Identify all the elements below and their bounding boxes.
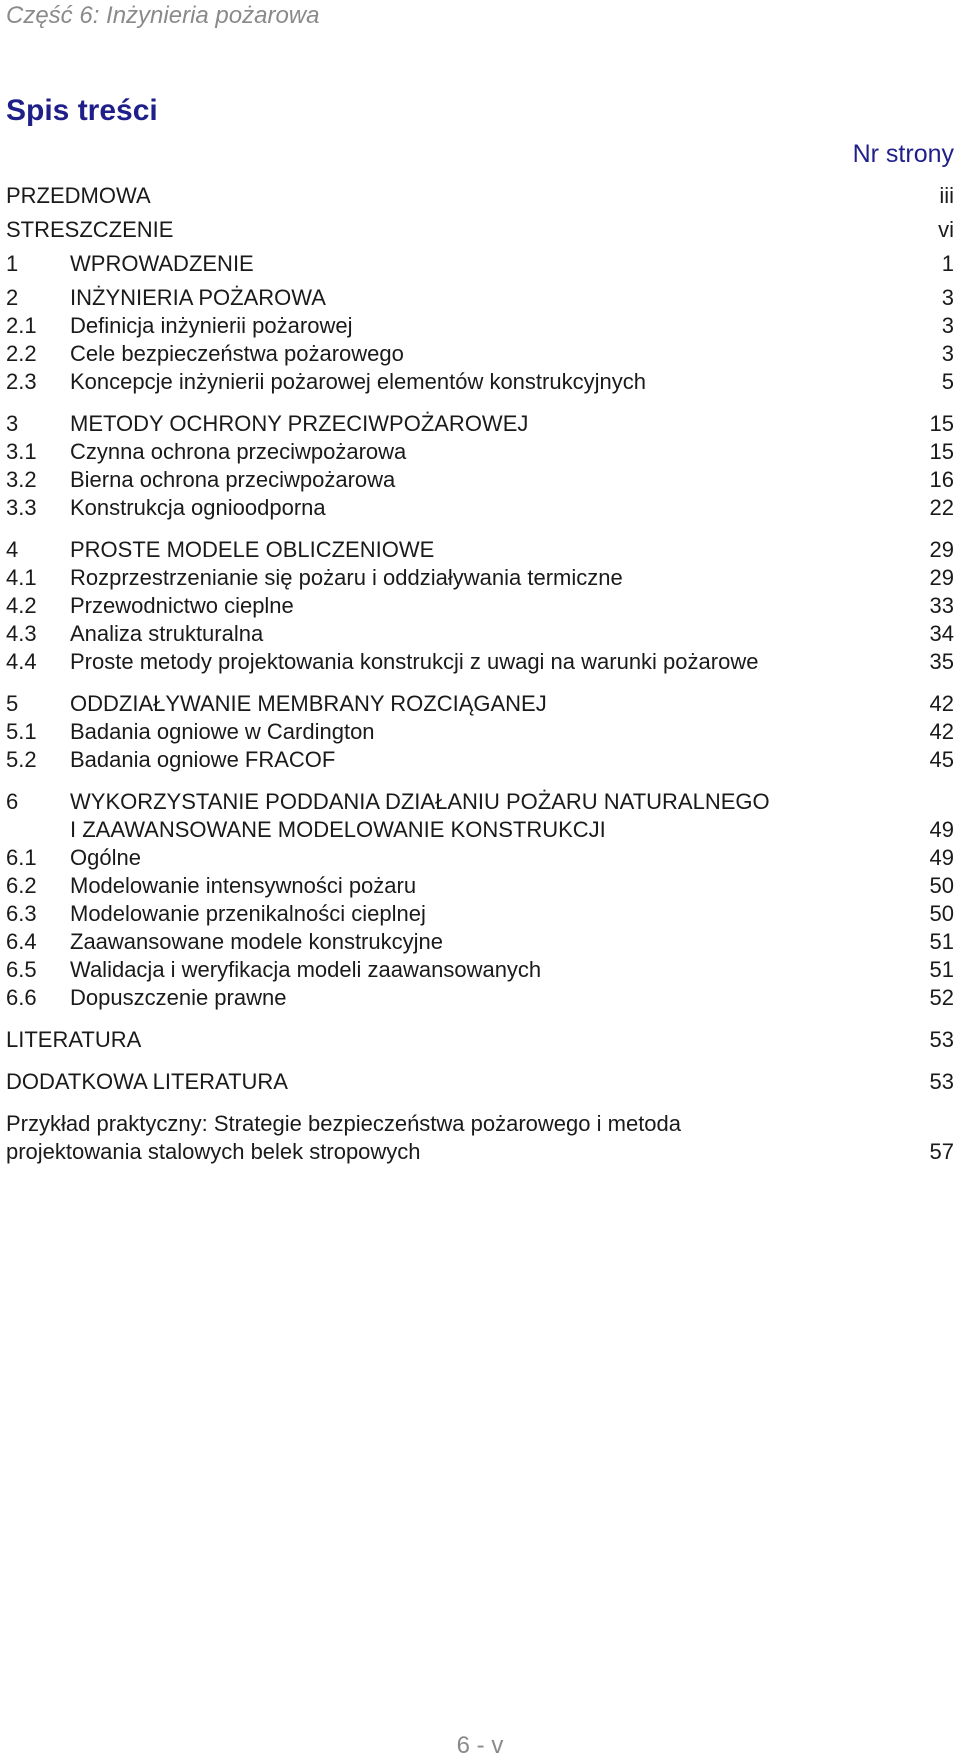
toc-chapter-group-4 (6, 536, 954, 676)
toc-entry-page: vi (938, 217, 954, 242)
toc-section-title: Modelowanie przenikalności cieplnej (70, 901, 426, 926)
toc-section-number: 4.3 (6, 621, 37, 646)
toc-section-number: 6.6 (6, 985, 37, 1010)
toc-title: Spis treści (6, 94, 158, 127)
toc-section-6-4[interactable] (6, 928, 954, 956)
toc-section-2-2[interactable] (6, 340, 954, 368)
toc-section-title: Konstrukcja ognioodporna (70, 495, 326, 520)
toc-section-page: 51 (929, 929, 954, 954)
toc-chapter-page: 42 (929, 691, 954, 716)
toc-section-title: Rozprzestrzenianie się pożaru i oddziaływania termiczne (70, 565, 623, 590)
toc-chapter-number: 5 (6, 691, 19, 716)
toc-section-number: 2.3 (6, 369, 37, 394)
toc-section-title: Ogólne (70, 845, 141, 870)
toc-section-page: 35 (929, 649, 954, 674)
toc-chapter-number: 6 (6, 789, 19, 814)
toc-section-6-6[interactable] (6, 984, 954, 1012)
toc-chapter-page: 29 (929, 537, 954, 562)
toc-section-page: 52 (929, 985, 954, 1010)
toc-section-title: Dopuszczenie prawne (70, 985, 287, 1010)
toc-section-title: Zaawansowane modele konstrukcyjne (70, 929, 443, 954)
toc-section-page: 34 (929, 621, 954, 646)
toc-section-number: 6.3 (6, 901, 37, 926)
toc-section-3-2[interactable] (6, 466, 954, 494)
toc-section-4-1[interactable] (6, 564, 954, 592)
toc-section-4-3[interactable] (6, 620, 954, 648)
toc-chapter-title: WPROWADZENIE (70, 251, 254, 276)
toc-section-number: 2.1 (6, 313, 37, 338)
toc-section-6-1[interactable] (6, 844, 954, 872)
toc-section-number: 3.3 (6, 495, 37, 520)
toc-chapter-title: PROSTE MODELE OBLICZENIOWE (70, 537, 435, 562)
toc-section-page: 49 (929, 845, 954, 870)
toc-chapter-title: ODDZIAŁYWANIE MEMBRANY ROZCIĄGANEJ (70, 691, 547, 716)
toc-chapter-page: 1 (941, 251, 954, 276)
toc-section-number: 3.2 (6, 467, 37, 492)
toc-section-title: Koncepcje inżynierii pożarowej elementów konstrukcyjnych (70, 369, 646, 394)
toc-chapter-number: 4 (6, 537, 19, 562)
toc-section-number: 3.1 (6, 439, 37, 464)
toc-chapter-number: 1 (6, 251, 19, 276)
toc-entry-title: LITERATURA (6, 1027, 142, 1052)
toc-entry-practical-example[interactable] (6, 1110, 954, 1166)
toc-section-2-3[interactable] (6, 368, 954, 396)
toc-section-title: Bierna ochrona przeciwpożarowa (70, 467, 396, 492)
toc-section-number: 5.1 (6, 719, 37, 744)
toc-chapter-title: INŻYNIERIA POŻAROWA (70, 285, 326, 310)
toc-section-number: 4.2 (6, 593, 37, 618)
toc-section-number: 6.2 (6, 873, 37, 898)
toc-entry-title (6, 1110, 914, 1166)
toc-chapter-number: 2 (6, 285, 19, 310)
toc-chapter-6[interactable] (6, 788, 954, 844)
toc-entry-summary[interactable] (6, 216, 954, 244)
toc-entry-title: STRESZCZENIE (6, 217, 174, 242)
toc-chapter-title (70, 788, 914, 844)
toc-section-page: 51 (929, 957, 954, 982)
toc-section-4-4[interactable] (6, 648, 954, 676)
toc-section-3-3[interactable] (6, 494, 954, 522)
toc-section-title: Przewodnictwo cieplne (70, 593, 294, 618)
toc-section-page: 33 (929, 593, 954, 618)
toc-section-page: 50 (929, 873, 954, 898)
toc-section-page: 3 (941, 313, 954, 338)
running-header: Część 6: Inżynieria pożarowa (6, 2, 320, 29)
toc-section-4-2[interactable] (6, 592, 954, 620)
toc-chapter-title: METODY OCHRONY PRZECIWPOŻAROWEJ (70, 411, 529, 436)
toc-section-title: Definicja inżynierii pożarowej (70, 313, 353, 338)
toc-entry-additional-literature[interactable] (6, 1068, 954, 1096)
toc-entry-preface[interactable] (6, 182, 954, 210)
toc-section-page: 22 (929, 495, 954, 520)
page-number-column-label: Nr strony (852, 140, 954, 168)
toc-entry-title: DODATKOWA LITERATURA (6, 1069, 288, 1094)
toc-chapter-1[interactable] (6, 250, 954, 278)
toc-section-title: Analiza strukturalna (70, 621, 264, 646)
toc-chapter-group-2 (6, 284, 954, 396)
toc-chapter-page: 15 (929, 411, 954, 436)
toc-entry-title-line: projektowania stalowych belek stropowych (6, 1139, 421, 1164)
toc-chapter-title-line: WYKORZYSTANIE PODDANIA DZIAŁANIU POŻARU NATURALNEGO (70, 789, 770, 814)
toc-chapter-group-5 (6, 690, 954, 774)
toc-entry-page: 57 (929, 1139, 954, 1164)
page-footer-number: 6 - v (456, 1732, 504, 1759)
table-of-contents (6, 182, 954, 1172)
toc-section-5-2[interactable] (6, 746, 954, 774)
toc-section-page: 15 (929, 439, 954, 464)
toc-section-number: 6.5 (6, 957, 37, 982)
toc-section-page: 5 (941, 369, 954, 394)
toc-chapter-4[interactable] (6, 536, 954, 564)
toc-section-2-1[interactable] (6, 312, 954, 340)
toc-section-number: 6.1 (6, 845, 37, 870)
toc-section-number: 6.4 (6, 929, 37, 954)
toc-chapter-2[interactable] (6, 284, 954, 312)
toc-section-page: 45 (929, 747, 954, 772)
toc-entry-title-line: Przykład praktyczny: Strategie bezpieczeństwa pożarowego i metoda (6, 1111, 682, 1136)
toc-section-3-1[interactable] (6, 438, 954, 466)
toc-section-title: Badania ogniowe FRACOF (70, 747, 336, 772)
toc-chapter-group-6 (6, 788, 954, 1012)
toc-section-5-1[interactable] (6, 718, 954, 746)
toc-chapter-page: 49 (929, 817, 954, 842)
toc-section-title: Badania ogniowe w Cardington (70, 719, 375, 744)
toc-section-6-3[interactable] (6, 900, 954, 928)
toc-section-page: 29 (929, 565, 954, 590)
toc-section-title: Walidacja i weryfikacja modeli zaawansowanych (70, 957, 542, 982)
toc-section-title: Modelowanie intensywności pożaru (70, 873, 417, 898)
toc-section-number: 5.2 (6, 747, 37, 772)
toc-section-number: 2.2 (6, 341, 37, 366)
toc-section-title: Cele bezpieczeństwa pożarowego (70, 341, 404, 366)
toc-section-page: 16 (929, 467, 954, 492)
toc-chapter-number: 3 (6, 411, 19, 436)
toc-section-number: 4.4 (6, 649, 37, 674)
toc-section-page: 50 (929, 901, 954, 926)
toc-section-page: 3 (941, 341, 954, 366)
toc-entry-page: 53 (929, 1027, 954, 1052)
toc-entry-page: 53 (929, 1069, 954, 1094)
toc-chapter-page: 3 (941, 285, 954, 310)
toc-entry-page: iii (939, 183, 954, 208)
toc-chapter-5[interactable] (6, 690, 954, 718)
toc-section-title: Proste metody projektowania konstrukcji z uwagi na warunki pożarowe (70, 649, 759, 674)
toc-chapter-group-3 (6, 410, 954, 522)
toc-section-6-5[interactable] (6, 956, 954, 984)
toc-entry-literature[interactable] (6, 1026, 954, 1054)
toc-section-title: Czynna ochrona przeciwpożarowa (70, 439, 407, 464)
toc-section-page: 42 (929, 719, 954, 744)
toc-entry-title: PRZEDMOWA (6, 183, 151, 208)
toc-section-number: 4.1 (6, 565, 37, 590)
toc-chapter-3[interactable] (6, 410, 954, 438)
toc-section-6-2[interactable] (6, 872, 954, 900)
toc-chapter-title-line: I ZAAWANSOWANE MODELOWANIE KONSTRUKCJI (70, 817, 606, 842)
